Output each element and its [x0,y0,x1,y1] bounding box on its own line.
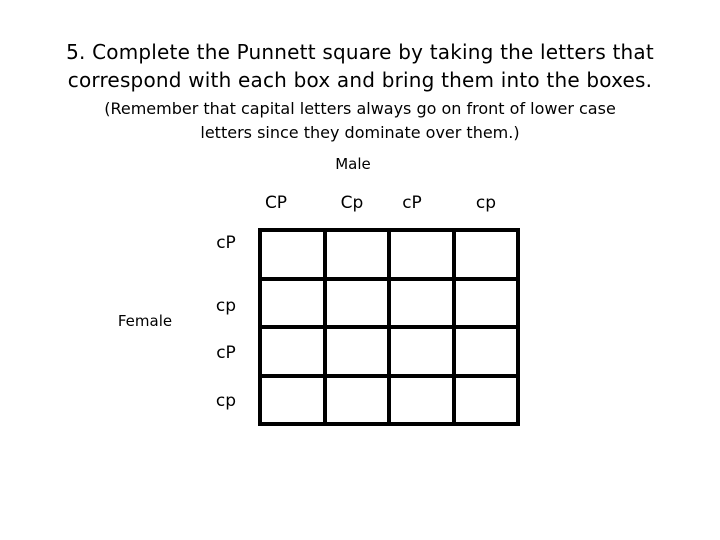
punnett-cell-r1-c1[interactable] [262,232,323,277]
instruction-note-line-2: letters since they dominate over them.) [200,123,520,142]
punnett-cell-r4-c1[interactable] [262,378,323,423]
male-allele-3[interactable]: cP [402,193,422,213]
punnett-cell-r2-c1[interactable] [262,281,323,326]
punnett-cell-r3-c3[interactable] [391,329,452,374]
punnett-cell-r4-c4[interactable] [456,378,517,423]
punnett-cell-r2-c2[interactable] [327,281,388,326]
punnett-cell-r3-c4[interactable] [456,329,517,374]
female-allele-3[interactable]: cP [216,343,236,363]
instruction-note-line-1: (Remember that capital letters always go on front of lower case [104,99,616,118]
punnett-cell-r4-c3[interactable] [391,378,452,423]
punnett-cell-r3-c2[interactable] [327,329,388,374]
punnett-square [258,228,520,426]
male-label: Male [335,155,371,173]
punnett-cell-r1-c2[interactable] [327,232,388,277]
instruction-title-line-1: 5. Complete the Punnett square by taking the letters that [66,40,654,64]
instruction-title-line-2: correspond with each box and bring them into the boxes. [67,68,653,92]
punnett-cell-r1-c3[interactable] [391,232,452,277]
punnett-cell-r2-c3[interactable] [391,281,452,326]
male-allele-1[interactable]: CP [264,193,288,213]
female-allele-4[interactable]: cp [215,391,237,411]
female-allele-2[interactable]: cp [215,296,237,316]
instruction-note [10,97,710,145]
punnett-cell-r4-c2[interactable] [327,378,388,423]
punnett-cell-r3-c1[interactable] [262,329,323,374]
female-label: Female [117,312,173,330]
female-allele-1[interactable]: cP [216,233,236,253]
punnett-cell-r2-c4[interactable] [456,281,517,326]
male-allele-4[interactable]: cp [475,193,497,213]
punnett-cell-r1-c4[interactable] [456,232,517,277]
male-allele-2[interactable]: Cp [340,193,364,213]
instruction-title [10,38,710,94]
